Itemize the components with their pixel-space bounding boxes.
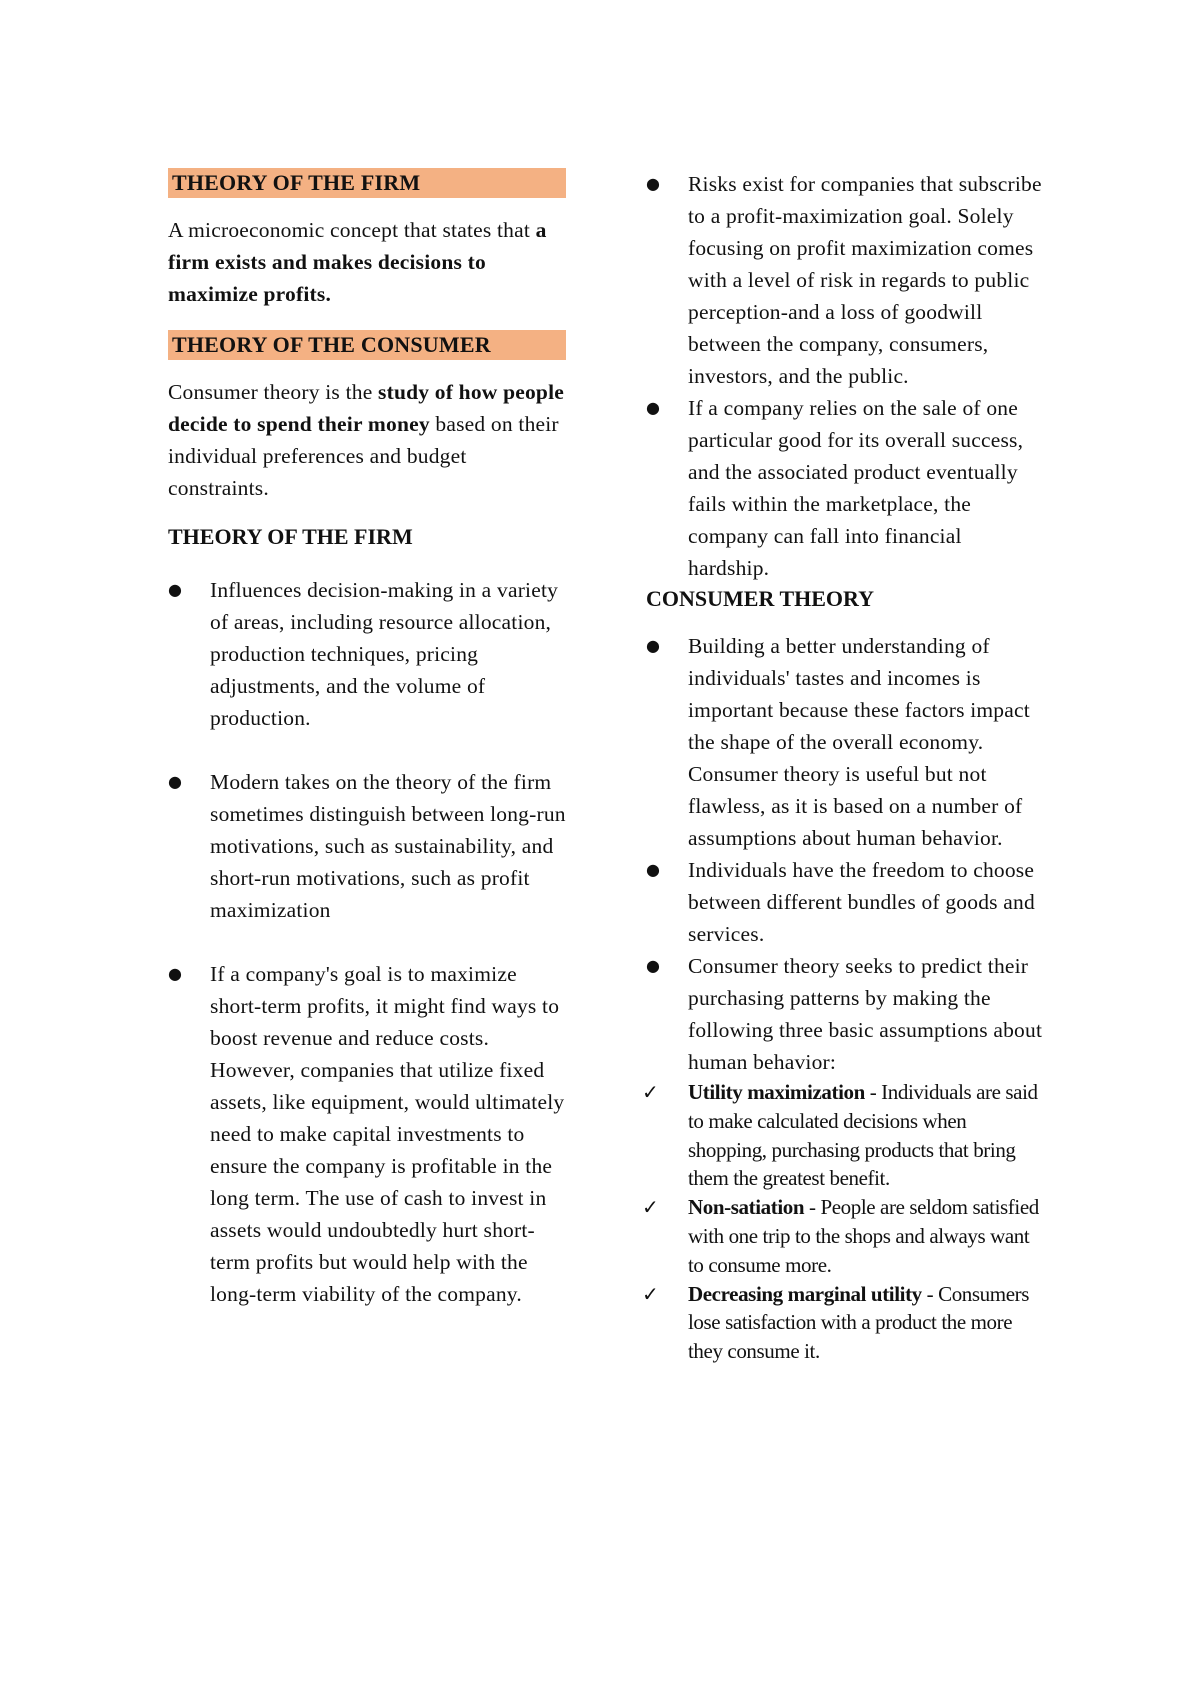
consumer-definition-post: based on their individual preferences and budget constraints.	[168, 412, 559, 500]
consumer-definition	[168, 376, 566, 504]
list-item	[646, 168, 1046, 392]
checkmark-icon: ✓	[642, 1195, 659, 1220]
firm-definition-text: A microeconomic concept that states that	[168, 218, 536, 242]
heading-consumer-theory: CONSUMER THEORY	[646, 586, 875, 611]
list-item	[168, 574, 566, 734]
assumption-desc: - Individuals are said to make calculated decisions when shopping, purchasing products that bring them the greatest benefit.	[688, 1080, 1038, 1191]
assumption-term: Non-satiation	[688, 1195, 805, 1220]
bullet-icon: ●	[646, 174, 661, 193]
assumption-term: Decreasing marginal utility	[688, 1281, 922, 1306]
list-item-text: Consumer theory seeks to predict their purchasing patterns by making the following three basic assumptions about human behavior:	[688, 954, 1043, 1074]
bullet-icon: ●	[168, 772, 183, 791]
list-item-text: Risks exist for companies that subscribe to a profit-maximization goal. Solely focusing on profit maximization comes with a level of risk in regards to public perception-and a loss of goodwill between the company, consumers, investors, and the public.	[688, 172, 1042, 388]
firm-definition-bold: a firm exists and makes decisions to maximize profits.	[168, 218, 547, 306]
list-item	[646, 950, 1046, 1078]
assumptions-checklist	[642, 1078, 1046, 1366]
bullet-icon: ●	[646, 636, 661, 655]
consumer-definition-bold: study of how people decide to spend their money	[168, 380, 564, 436]
list-item	[646, 392, 1046, 584]
heading-theory-of-the-consumer-highlighted: THEORY OF THE CONSUMER	[168, 330, 566, 360]
list-item	[168, 766, 566, 926]
list-item	[646, 630, 1046, 854]
list-item-text: Influences decision-making in a variety of areas, including resource allocation, production techniques, pricing adjustments, and the volume of production.	[210, 578, 559, 730]
assumption-desc: - Consumers lose satisfaction with a product the more they consume it.	[688, 1281, 1029, 1364]
firm-risk-bullet-list	[646, 168, 1046, 584]
heading-theory-of-the-firm: THEORY OF THE FIRM	[168, 524, 413, 549]
list-item-text: If a company's goal is to maximize short-term profits, it might find ways to boost revenue and reduce costs. However, companies that utilize fixed assets, like equipment, would ultimately need to make capital investments to ensure the company is profitable in the long term. The use of cash to invest in assets would undoubtedly hurt short-term profits but would help with the long-term viability of the company.	[210, 962, 565, 1306]
assumption-desc: - People are seldom satisfied with one trip to the shops and always want to consume more.	[688, 1195, 1039, 1277]
checklist-item	[642, 1078, 1046, 1193]
bullet-icon: ●	[168, 964, 183, 983]
left-column	[168, 168, 566, 1342]
consumer-definition-pre: Consumer theory is the	[168, 380, 379, 404]
list-item-text: Individuals have the freedom to choose between different bundles of goods and services.	[688, 858, 1035, 946]
firm-bullet-list	[168, 574, 566, 1310]
list-item	[168, 958, 566, 1310]
list-item-text: Modern takes on the theory of the firm sometimes distinguish between long-run motivations, such as sustainability, and short-run motivations, such as profit maximization	[210, 770, 566, 922]
heading-theory-of-the-firm-highlighted: THEORY OF THE FIRM	[168, 168, 566, 198]
checkmark-icon: ✓	[642, 1281, 659, 1306]
checkmark-icon: ✓	[642, 1080, 659, 1104]
assumption-term: Utility maximization	[688, 1080, 865, 1104]
list-item	[646, 854, 1046, 950]
bullet-icon: ●	[168, 580, 183, 599]
right-column	[642, 168, 1046, 1366]
checklist-item	[642, 1280, 1046, 1366]
checklist-item	[642, 1193, 1046, 1279]
firm-definition	[168, 214, 566, 310]
bullet-icon: ●	[646, 860, 661, 879]
consumer-bullet-list	[646, 630, 1046, 1078]
list-item-text: Building a better understanding of individuals' tastes and incomes is important because these factors impact the shape of the overall economy. Consumer theory is useful but not flawless, as it is based on a number of assumptions about human behavior.	[688, 634, 1030, 850]
list-item-text: If a company relies on the sale of one particular good for its overall success, and the associated product eventually fails within the marketplace, the company can fall into financial hardship.	[688, 396, 1024, 580]
bullet-icon: ●	[646, 956, 661, 975]
bullet-icon: ●	[646, 398, 661, 417]
